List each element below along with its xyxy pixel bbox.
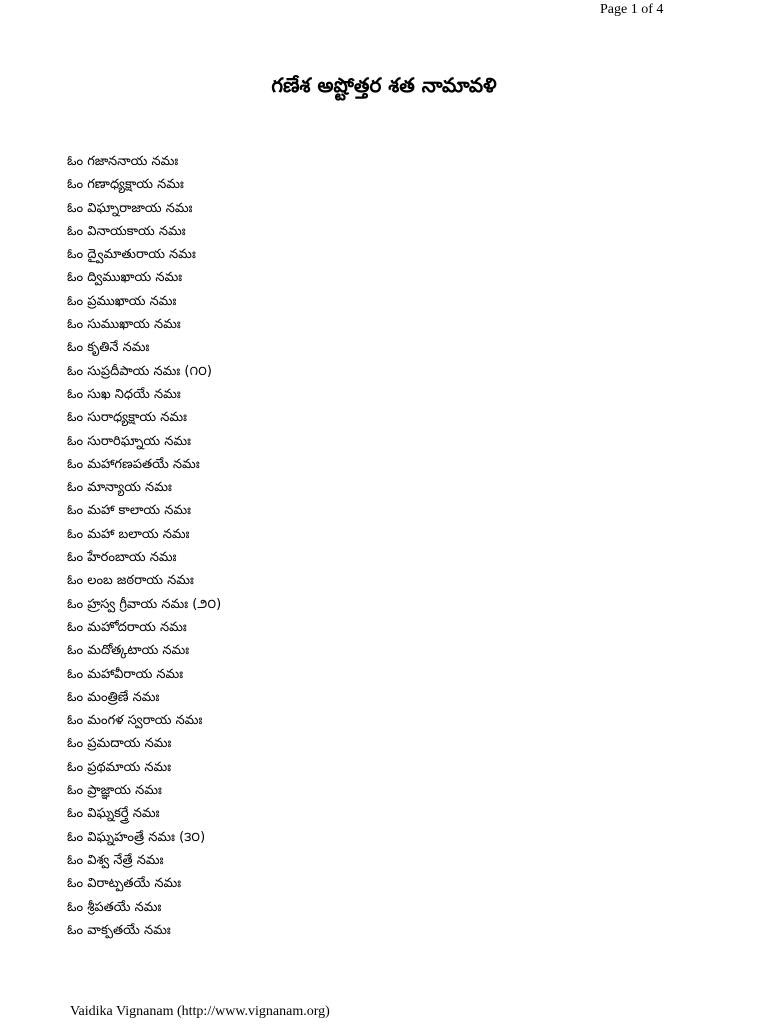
- list-item: ఓం మహోదరాయ నమః: [67, 619, 187, 635]
- list-item: ఓం ప్రథమాయ నమః: [67, 759, 172, 775]
- list-item: ఓం ప్రాజ్ఞాయ నమః: [67, 783, 162, 799]
- list-item: ఓం విశ్వ నేత్రే నమః: [67, 852, 164, 868]
- list-item: ఓం కృతినే నమః: [67, 340, 150, 356]
- list-item: ఓం ప్రముఖాయ నమః: [67, 293, 177, 309]
- list-item: ఓం లంబ జఠరాయ నమః: [67, 573, 194, 589]
- list-item: ఓం వాక్పతయే నమః: [67, 922, 171, 938]
- list-item: ఓం మహా బలాయ నమః: [67, 526, 190, 542]
- list-item: ఓం హేరంబాయ నమః: [67, 550, 177, 566]
- list-item: ఓం మహా కాలాయ నమః: [67, 503, 192, 519]
- list-item: ఓం సుముఖాయ నమః: [67, 317, 181, 333]
- list-item: ఓం మహాగణపతయే నమః: [67, 456, 200, 472]
- list-item: ఓం గజాననాయ నమః: [67, 154, 179, 169]
- list-item: ఓం విఘ్నహంత్రే నమః (౩౦): [67, 829, 206, 845]
- list-item: ఓం విఘ్నారాజాయ నమః: [67, 200, 193, 216]
- list-item: ఓం మాన్యాయ నమః: [67, 480, 172, 496]
- list-item: ఓం మంత్రిణే నమః: [67, 689, 160, 705]
- source-footer: Vaidika Vignanam (http://www.vignanam.org): [70, 1004, 330, 1019]
- list-item: ఓం సుప్రదీపాయ నమః (౧౦): [67, 363, 212, 379]
- list-item: ఓం హ్రస్వ గ్రీవాయ నమః (౨౦): [67, 596, 222, 612]
- list-item: ఓం విరాట్పతయే నమః: [67, 876, 182, 892]
- list-item: ఓం మంగళ స్వరాయ నమః: [67, 713, 203, 729]
- list-item: ఓం ప్రమదాయ నమః: [67, 736, 172, 752]
- list-item: ఓం మదోత్కటాయ నమః: [67, 643, 190, 659]
- list-item: ఓం ద్వైమాతురాయ నమః: [67, 247, 196, 263]
- page-number-label: Page 1 of 4: [600, 2, 664, 17]
- list-item: ఓం సుఖ నిధయే నమః: [67, 386, 181, 402]
- list-item: ఓం శ్రీపతయే నమః: [67, 899, 162, 915]
- list-item: ఓం వినాయకాయ నమః: [67, 223, 186, 239]
- list-item: ఓం విఘ్నకర్త్రే నమః: [67, 806, 160, 822]
- list-item: ఓం మహావీరాయ నమః: [67, 666, 184, 682]
- names-list: [67, 150, 467, 942]
- list-item: ఓం ద్విముఖాయ నమః: [67, 270, 183, 286]
- list-item: ఓం సురారిఘ్నాయ నమః: [67, 433, 192, 449]
- page-title: గణేశ అష్టోత్తర శత నామావళి: [271, 73, 497, 97]
- list-item: ఓం సురాధ్యక్షాయ నమః: [67, 410, 187, 426]
- list-item: ఓం గణాధ్యక్షాయ నమః: [67, 177, 184, 193]
